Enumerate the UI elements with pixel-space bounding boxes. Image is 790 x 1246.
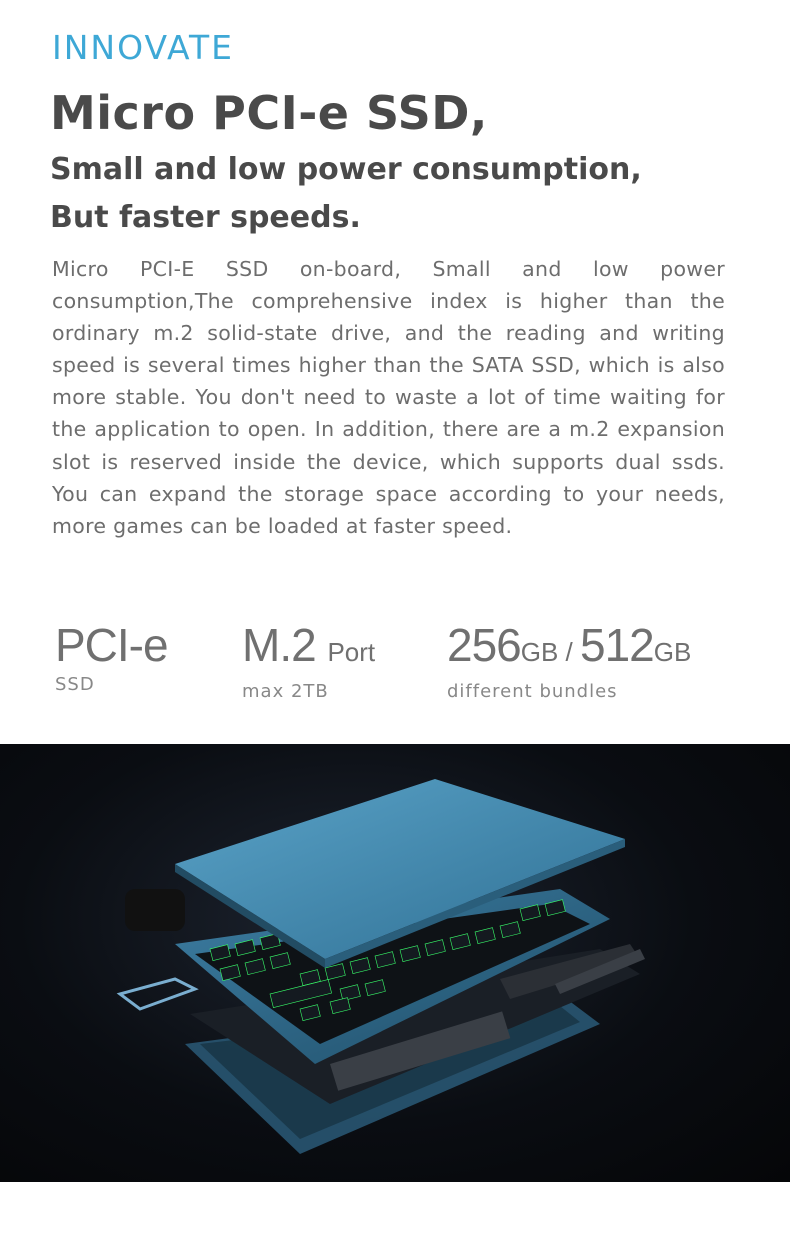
spec-storage [447,620,691,702]
spec-m2 [242,620,375,702]
subtitle-line-1: Small and low power consumption, [50,152,642,187]
section-kicker: INNOVATE [52,28,234,67]
spec-m2-unit: Port [327,637,376,667]
description-paragraph: Micro PCI-E SSD on-board, Small and low power consumption,The comprehensive index is higher than the ordinary m.2 solid-state drive, and the reading and writing speed is several times higher than the SATA SSD, which is also more stable. You don't need to waste a lot of time waiting for the application to open. In addition, there are a m.2 expansion slot is reserved inside the device, which supports dual ssds. You can expand the storage space according to your needs, more games can be loaded at faster speed. [52,257,725,538]
exploded-device-illustration [0,744,790,1182]
page-subtitle [50,146,642,242]
side-port-module [125,889,185,931]
spec-m2-sub: max 2TB [242,681,329,702]
spec-storage-title-row [447,620,691,677]
exploded-device-image [0,744,790,1182]
spec-pcie-title: PCI-e [55,619,168,671]
spec-m2-title: M.2 [242,619,316,671]
spec-pcie-sub: SSD [55,674,95,695]
spec-m2-title-row [242,620,375,677]
spec-storage-v2: 512 [580,619,654,671]
sd-tray [120,979,195,1009]
subtitle-line-2: But faster speeds. [50,200,361,235]
page-title: Micro PCI-e SSD, [50,86,488,140]
spec-storage-u2: GB [653,637,692,667]
spec-pcie [55,620,168,695]
spec-storage-v1: 256 [447,619,521,671]
spec-storage-sep: / [558,637,580,667]
spec-storage-sub: different bundles [447,681,618,702]
spec-storage-u1: GB [520,637,559,667]
